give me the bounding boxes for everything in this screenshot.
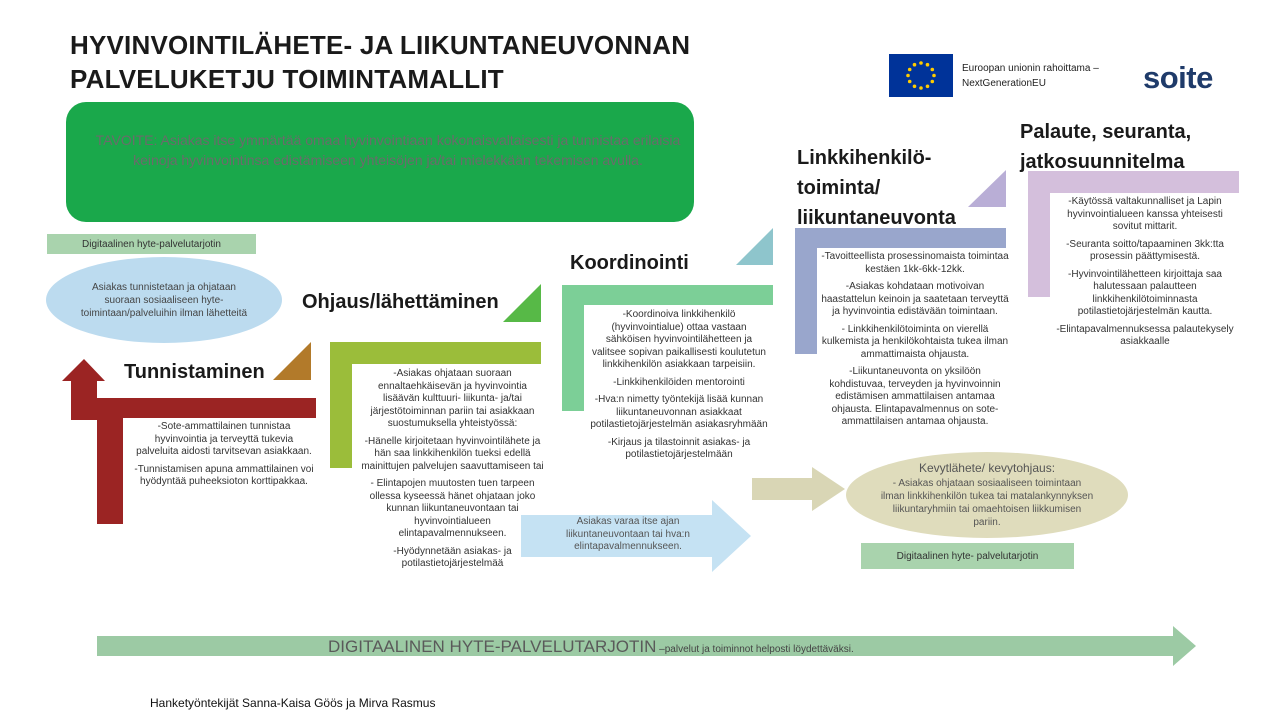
stage-koordinointi-bullet: -Linkkihenkilöiden mentorointi [613,376,745,388]
goal-text: TAVOITE: Asiakas itse ymmärtää omaa hyvinvointiaan kokonaisvaltaisesti ja tunnistaa erilaisia keinoja hyvinvointinsa edistämiseen yhteisöjen ja/tai mielekkään tekemisen avulla. [95,132,681,168]
footer-authors: Hanketyöntekijät Sanna-Kaisa Göös ja Mirva Rasmus [150,696,436,710]
stage-palaute-bullet: -Käytössä valtakunnalliset ja Lapin hyvinvointialueen kanssa yhteisesti sovitut mittarit. [1067,196,1223,232]
eu-funding-line1: Euroopan unionin rahoittama – [962,63,1099,74]
stage-linkki-bullet: -Asiakas kohdataan motivoivan haastattelun keinoin ja saatetaan terveyttä ja hyvinvointia edistävään toimintaan. [821,281,1009,317]
stage-tunnistaminen-title: Tunnistaminen [124,361,265,383]
stage-palaute-bullet: -Seuranta soitto/tapaaminen 3kk:tta prosessin päättymisestä. [1066,238,1224,262]
page-title [70,28,790,96]
direct-guidance-ellipse [46,257,282,343]
stage-palaute-title-line1: Palaute, seuranta, [1020,121,1192,143]
stage-linkki-title-line2: toiminta/ [797,177,881,199]
kevyt-ellipse [846,452,1128,538]
direct-guidance-text: Asiakas tunnistetaan ja ohjataan suoraan sosiaaliseen hyte-toimintaan/palveluihin ilman lähetteitä [80,281,248,319]
digital-bottom-main: DIGITAALINEN HYTE-PALVELUTARJOTIN [328,637,657,656]
kevyt-title: Kevytlähete/ kevytohjaus: [918,460,1056,475]
stage-linkki-title [797,143,956,233]
page-title-line1: HYVINVOINTILÄHETE- JA LIIKUNTANEUVONNAN [70,30,691,60]
stage-koordinointi-bullet: -Kirjaus ja tilastoinnit asiakas- ja potilastietojärjestelmään [607,436,751,460]
stage-koordinointi-triangle [736,228,773,265]
stage-ohjaus-bullet: - Elintapojen muutosten tuen tarpeen ollessa kyseessä hänet ohjataan joko kunnan liikuntaneuvontaan tai hyvinvointialueen elintapavalmennukseen. [369,478,536,539]
stage-ohjaus-bullet: -Hänelle kirjoitetaan hyvinvointilähete ja hän saa linkkihenkilön tueksi edellä mainittujen palvelujen saavuttamiseen tai [361,435,544,472]
stage-palaute-bullet: -Elintapavalmennuksessa palautekysely asiakkaalle [1056,323,1234,347]
stage-ohjaus-bullet: -Asiakas ohjataan suoraan ennaltaehkäisevän ja hyvinvointia lisäävän kulttuuri- liikunta- ja/tai järjestötoiminnan pariin tai asiakkaan suostumuksella yhteistyössä: [370,368,535,429]
soite-logo: soite [1143,60,1213,95]
eu-stars-icon [889,54,953,97]
kevyt-body: - Asiakas ohjataan sosiaaliseen toimintaan ilman linkkihenkilön tukea tai matalankynnyksen liikuntaryhmiin tai omaehtoisen liikkumisen pariin. [880,477,1094,528]
eu-funding-text [962,61,1132,91]
kevyt-arrow [752,467,845,511]
eu-flag-logo [889,54,953,97]
stage-koordinointi-title: Koordinointi [570,252,689,274]
stage-linkki-title-line1: Linkkihenkilö- [797,147,932,169]
stage-ohjaus-text [360,368,545,576]
stage-tunnistaminen-triangle [273,342,311,380]
stage-tunnistaminen-bullet: -Tunnistamisen apuna ammattilainen voi hyödyntää puheeksioton korttipakkaa. [134,463,314,487]
eu-funding-line2: NextGenerationEU [962,78,1046,89]
stage-linkki-bullet: -Tavoitteellista prosessinomaista toimintaa kestäen 1kk-6kk-12kk. [821,251,1009,275]
stage-ohjaus-triangle [503,284,541,322]
stage-linkki-text [820,251,1010,434]
digital-bottom-label [328,637,854,657]
page-title-line2: PALVELUKETJU TOIMINTAMALLIT [70,64,504,94]
stage-koordinointi-text [588,309,770,467]
digital-tag-right: Digitaalinen hyte- palvelutarjotin [861,543,1074,569]
stage-tunnistaminen-text [134,421,314,494]
stage-palaute-title [1020,117,1191,177]
stage-linkki-bullet: -Liikuntaneuvonta on yksilöön kohdistuvaa, terveyden ja hyvinvoinnin edistämisen ammattilaisen antamaa ohjausta. Elintapavalmennus on sote-ammattilaisen antamaa ohjausta. [829,366,1001,427]
stage-linkki-bullet: - Linkkihenkilötoiminta on vierellä kulkemista ja henkilökohtaista tukea ilman ammattimaista ohjausta. [821,323,1009,360]
self-booking-text: Asiakas varaa itse ajan liikuntaneuvontaan tai hva:n elintapavalmennukseen. [566,516,690,552]
digital-bottom-sub: –palvelut ja toiminnot helposti löydettäväksi. [656,644,854,655]
stage-palaute-title-line2: jatkosuunnitelma [1020,151,1185,173]
stage-palaute-bullet: -Hyvinvointilähetteen kirjoittaja saa halutessaan palautteen linkkihenkilötoiminnasta potilastietojärjestelmän kautta. [1068,268,1222,317]
stage-palaute-text [1052,196,1238,354]
stage-ohjaus-title: Ohjaus/lähettäminen [302,291,499,313]
stage-linkki-title-line3: liikuntaneuvonta [797,207,956,229]
stage-tunnistaminen-bullet: -Sote-ammattilainen tunnistaa hyvinvointia ja terveyttä tukevia palveluita aidosti tarvitsevan asiakkaan. [136,421,312,457]
stage-koordinointi-bullet: -Koordinoiva linkkihenkilö (hyvinvointialue) ottaa vastaan sähköisen hyvinvointilähetteen ja valitsee sopivan paikallisesti koulutetun linkkihenkilön asiakkaan tarpeisiin. [592,309,766,370]
stage-koordinointi-bullet: -Hva:n nimetty työntekijä lisää kunnan liikuntaneuvonnan asiakkaat potilastietojärjestelmän asiakasryhmään [590,394,768,430]
stage-linkki-triangle [968,170,1006,207]
digital-tag-left: Digitaalinen hyte-palvelutarjotin [47,234,256,254]
stage-ohjaus-bullet: -Hyödynnetään asiakas- ja potilastietojärjestelmää [393,545,512,569]
